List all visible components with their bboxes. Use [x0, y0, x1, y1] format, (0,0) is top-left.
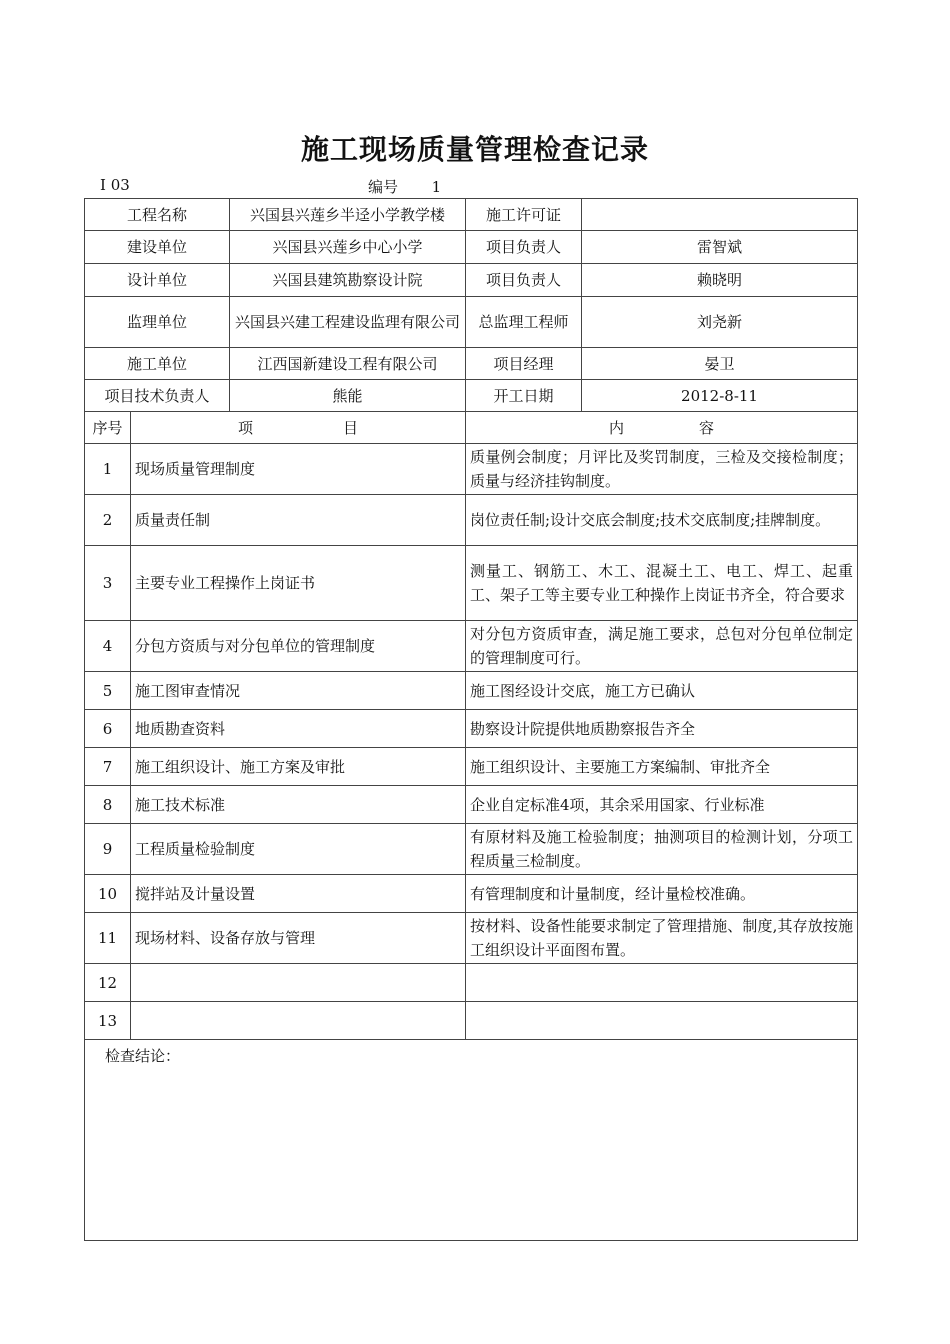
- info-value: 兴国县兴建工程建设监理有限公司: [230, 297, 466, 348]
- info-row: [85, 231, 858, 264]
- row-item: 施工组织设计、施工方案及审批: [131, 748, 466, 786]
- number-value: 1: [431, 178, 442, 196]
- row-content: 勘察设计院提供地质勘察报告齐全: [466, 710, 858, 748]
- info-label2: 施工许可证: [466, 199, 582, 231]
- info-value: 兴国县兴莲乡半迳小学教学楼: [230, 199, 466, 231]
- info-row: [85, 297, 858, 348]
- table-row: [85, 1002, 858, 1040]
- table-row: [85, 964, 858, 1002]
- row-content: 测量工、钢筋工、木工、混凝土工、电工、焊工、起重工、架子工等主要专业工种操作上岗证书齐全，符合要求: [466, 546, 858, 621]
- number-label: 编号: [368, 178, 399, 196]
- info-label2: 开工日期: [466, 380, 582, 412]
- info-row: [85, 264, 858, 297]
- info-row: [85, 348, 858, 380]
- info-label2: 总监理工程师: [466, 297, 582, 348]
- row-no: 13: [85, 1002, 131, 1040]
- row-item: 工程质量检验制度: [131, 824, 466, 875]
- form-number: [368, 176, 441, 197]
- table-row: [85, 546, 858, 621]
- row-content: 施工图经设计交底，施工方已确认: [466, 672, 858, 710]
- row-no: 5: [85, 672, 131, 710]
- info-label2: 项目负责人: [466, 264, 582, 297]
- row-item: 现场质量管理制度: [131, 444, 466, 495]
- row-no: 12: [85, 964, 131, 1002]
- form-code: Ⅰ 03: [100, 176, 130, 194]
- info-label2: 项目负责人: [466, 231, 582, 264]
- info-value2: 雷智斌: [582, 231, 858, 264]
- row-no: 9: [85, 824, 131, 875]
- row-content: 质量例会制度；月评比及奖罚制度，三检及交接检制度；质量与经济挂钩制度。: [466, 444, 858, 495]
- row-item: [131, 1002, 466, 1040]
- row-content: 企业自定标准4项，其余采用国家、行业标准: [466, 786, 858, 824]
- table-row: [85, 710, 858, 748]
- info-value: 兴国县兴莲乡中心小学: [230, 231, 466, 264]
- row-no: 7: [85, 748, 131, 786]
- info-value2: 2012-8-11: [582, 380, 858, 412]
- row-no: 6: [85, 710, 131, 748]
- info-value: 熊能: [230, 380, 466, 412]
- info-value2: 刘尧新: [582, 297, 858, 348]
- info-label: 监理单位: [85, 297, 230, 348]
- table-row: [85, 444, 858, 495]
- table-header-row: [85, 412, 858, 444]
- info-value: 江西国新建设工程有限公司: [230, 348, 466, 380]
- row-no: 2: [85, 495, 131, 546]
- row-item: 施工技术标准: [131, 786, 466, 824]
- header-content: 内 容: [466, 412, 858, 444]
- row-content: 有管理制度和计量制度，经计量检校准确。: [466, 875, 858, 913]
- conclusion-row: [85, 1040, 858, 1241]
- header-item: 项 目: [131, 412, 466, 444]
- conclusion-label: 检查结论：: [85, 1040, 858, 1241]
- row-content: 岗位责任制;设计交底会制度;技术交底制度;挂牌制度。: [466, 495, 858, 546]
- row-item: 主要专业工程操作上岗证书: [131, 546, 466, 621]
- row-no: 11: [85, 913, 131, 964]
- page-title: 施工现场质量管理检查记录: [300, 133, 649, 166]
- row-no: 4: [85, 621, 131, 672]
- table-row: [85, 786, 858, 824]
- quality-check-table: [84, 198, 858, 1241]
- table-row: [85, 913, 858, 964]
- row-no: 1: [85, 444, 131, 495]
- row-content: [466, 964, 858, 1002]
- table-row: [85, 672, 858, 710]
- info-value2: 赖晓明: [582, 264, 858, 297]
- row-no: 8: [85, 786, 131, 824]
- row-content: [466, 1002, 858, 1040]
- row-item: [131, 964, 466, 1002]
- row-content: 施工组织设计、主要施工方案编制、审批齐全: [466, 748, 858, 786]
- row-item: 质量责任制: [131, 495, 466, 546]
- row-content: 对分包方资质审查，满足施工要求，总包对分包单位制定的管理制度可行。: [466, 621, 858, 672]
- info-label: 建设单位: [85, 231, 230, 264]
- row-content: 按材料、设备性能要求制定了管理措施、制度,其存放按施工组织设计平面图布置。: [466, 913, 858, 964]
- info-label: 项目技术负责人: [85, 380, 230, 412]
- info-value2: [582, 199, 858, 231]
- row-no: 3: [85, 546, 131, 621]
- row-no: 10: [85, 875, 131, 913]
- info-row: [85, 380, 858, 412]
- table-row: [85, 875, 858, 913]
- row-content: 有原材料及施工检验制度；抽测项目的检测计划，分项工程质量三检制度。: [466, 824, 858, 875]
- info-label: 设计单位: [85, 264, 230, 297]
- table-row: [85, 824, 858, 875]
- info-value: 兴国县建筑勘察设计院: [230, 264, 466, 297]
- info-label: 工程名称: [85, 199, 230, 231]
- info-label2: 项目经理: [466, 348, 582, 380]
- info-label: 施工单位: [85, 348, 230, 380]
- table-row: [85, 495, 858, 546]
- table-row: [85, 621, 858, 672]
- row-item: 搅拌站及计量设置: [131, 875, 466, 913]
- info-value2: 晏卫: [582, 348, 858, 380]
- header-no: 序号: [85, 412, 131, 444]
- row-item: 现场材料、设备存放与管理: [131, 913, 466, 964]
- row-item: 地质勘查资料: [131, 710, 466, 748]
- info-row: [85, 199, 858, 231]
- row-item: 施工图审查情况: [131, 672, 466, 710]
- table-row: [85, 748, 858, 786]
- row-item: 分包方资质与对分包单位的管理制度: [131, 621, 466, 672]
